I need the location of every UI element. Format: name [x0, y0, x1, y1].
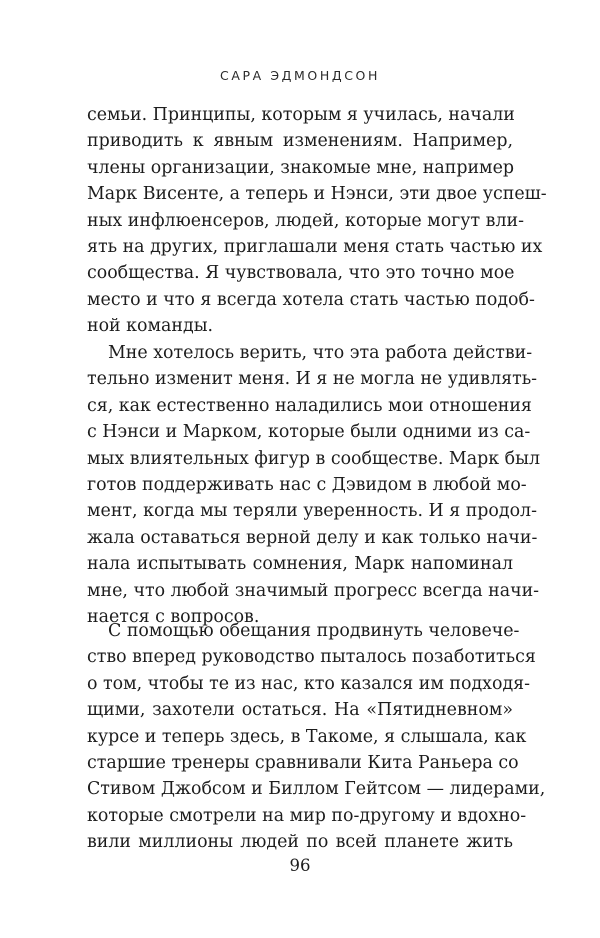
text-line: Мне хотелось верить, что эта работа действи- — [108, 343, 533, 363]
text-line: члены организации, знакомые мне, например — [87, 157, 514, 178]
text-line: тельно изменит меня. И я не могла не удивлять- — [87, 369, 538, 390]
text-line: С помощью обещания продвинуть человече- — [108, 621, 520, 641]
text-line: Стивом Джобсом и Биллом Гейтсом — лидерами, — [87, 779, 546, 800]
text-line: которые смотрели на мир по-другому и вдохно- — [87, 805, 527, 826]
text-line: жала оставаться верной делу и как только начи- — [87, 527, 538, 548]
text-line: старшие тренеры сравнивали Кита Раньера со — [87, 752, 519, 773]
text-line: мне, что любой значимый прогресс всегда начи- — [87, 580, 540, 601]
text-line: нала испытывать сомнения, Марк напоминал — [87, 554, 513, 575]
text-line: ных инфлюенсеров, людей, которые могут вли- — [87, 210, 524, 231]
paragraph — [87, 102, 547, 340]
text-line: вили миллионы людей по всей планете жить — [87, 832, 513, 853]
text-line: щими, захотели остаться. На «Пятидневном» — [87, 700, 513, 721]
text-line: ять на других, приглашали меня стать частью их — [87, 236, 543, 257]
text-line: с Нэнси и Марком, которые были одними из са- — [87, 422, 531, 443]
page-number: 96 — [289, 856, 311, 875]
paragraph — [87, 340, 540, 630]
paragraph — [87, 618, 546, 856]
text-line: ство вперед руководство пыталось позаботиться — [87, 647, 536, 668]
text-line: семьи. Принципы, которым я училась, начали — [87, 105, 515, 125]
text-line: о том, чтобы те из нас, кто казался им подходя- — [87, 673, 531, 694]
text-line: мых влиятельных фигур в сообществе. Марк был — [87, 448, 540, 469]
text-line: приводить к явным изменениям. Например, — [87, 131, 513, 152]
text-line: нается с вопросов. — [87, 606, 260, 627]
text-line: ся, как естественно наладились мои отношения — [87, 395, 532, 416]
text-line: Марк Висенте, а теперь и Нэнси, эти двое успеш- — [87, 184, 547, 205]
text-line: место и что я всегда хотела стать частью подоб- — [87, 289, 535, 310]
text-line: ной команды. — [87, 316, 214, 337]
text-line: курсе и теперь здесь, в Такоме, я слышала, как — [87, 726, 527, 747]
text-line: сообщества. Я чувствовала, что это точно мое — [87, 263, 515, 284]
running-head: САРА ЭДМОНДСОН — [220, 68, 380, 83]
text-line: готов поддерживать нас с Дэвидом в любой мо- — [87, 474, 527, 495]
text-line: мент, когда мы теряли уверенность. И я продол- — [87, 501, 537, 522]
